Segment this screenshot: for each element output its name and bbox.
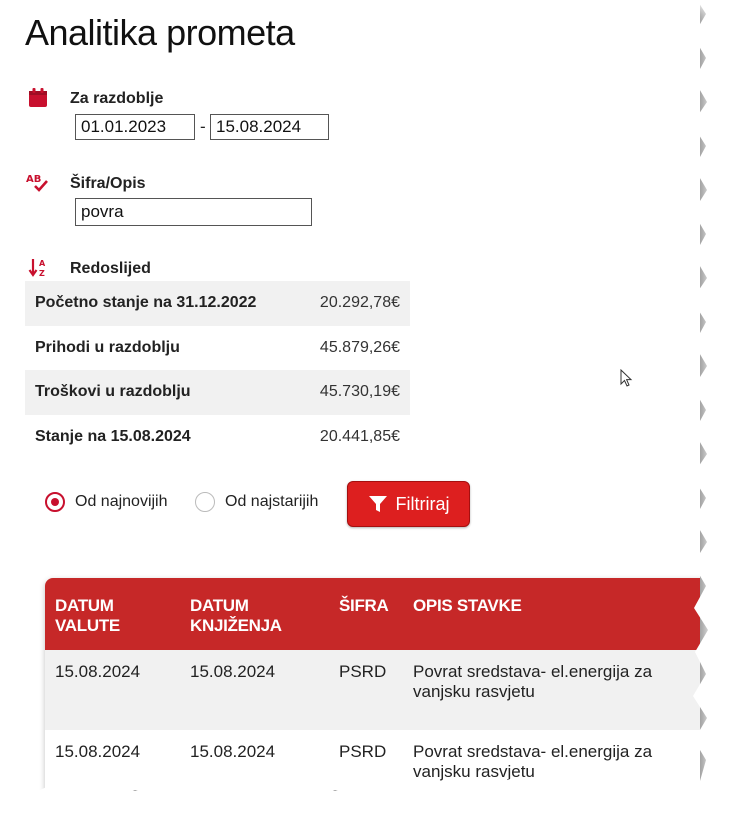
- summary-label: Prihodi u razdoblju: [35, 338, 180, 356]
- description-line: Povrat sredstava- el.energija za: [413, 742, 653, 761]
- cell-code: PSRD: [339, 742, 387, 761]
- header-booking-date[interactable]: DATUM KNJIŽENJA: [190, 596, 282, 635]
- cell-code: PSRD: [339, 662, 387, 681]
- page-title: Analitika prometa: [25, 12, 295, 53]
- sort-oldest-label[interactable]: Od najstarijih: [225, 493, 319, 510]
- summary-value: 45.879,26€: [319, 338, 400, 356]
- header-value-date[interactable]: DATUM VALUTE: [55, 596, 120, 635]
- description-line: Povrat sredstava- el.energija za: [413, 662, 653, 681]
- summary-value: 45.730,19€: [319, 383, 400, 401]
- summary-label: Troškovi u razdoblju: [35, 383, 191, 401]
- summary-label: Početno stanje na 31.12.2022: [35, 294, 257, 312]
- svg-text:Z: Z: [39, 269, 45, 278]
- summary-value: 20.441,85€: [319, 427, 400, 445]
- cell-booking-date: 15.08.2024: [190, 742, 276, 761]
- header-code[interactable]: ŠIFRA: [339, 596, 389, 615]
- svg-text:A: A: [39, 259, 46, 268]
- svg-text:AB: AB: [26, 174, 42, 185]
- sort-newest-label[interactable]: Od najnovijih: [75, 493, 168, 510]
- header-description[interactable]: OPIS STAVKE: [413, 596, 522, 615]
- cell-value-date: 15.08.2024: [55, 662, 141, 681]
- date-separator: -: [200, 117, 206, 136]
- description-line: vanjsku rasvjetu: [413, 682, 535, 701]
- cell-booking-date: 15.08.2024: [190, 662, 276, 681]
- filter-button-label: Filtriraj: [395, 493, 450, 514]
- summary-label: Stanje na 15.08.2024: [35, 427, 191, 445]
- summary-value: 20.292,78€: [319, 294, 400, 312]
- code-search-label: Šifra/Opis: [70, 175, 146, 192]
- sort-label: Redoslijed: [70, 260, 151, 277]
- cell-value-date: 15.08.2024: [55, 742, 141, 761]
- description-line: vanjsku rasvjetu: [413, 762, 535, 781]
- period-label: Za razdoblje: [70, 90, 164, 107]
